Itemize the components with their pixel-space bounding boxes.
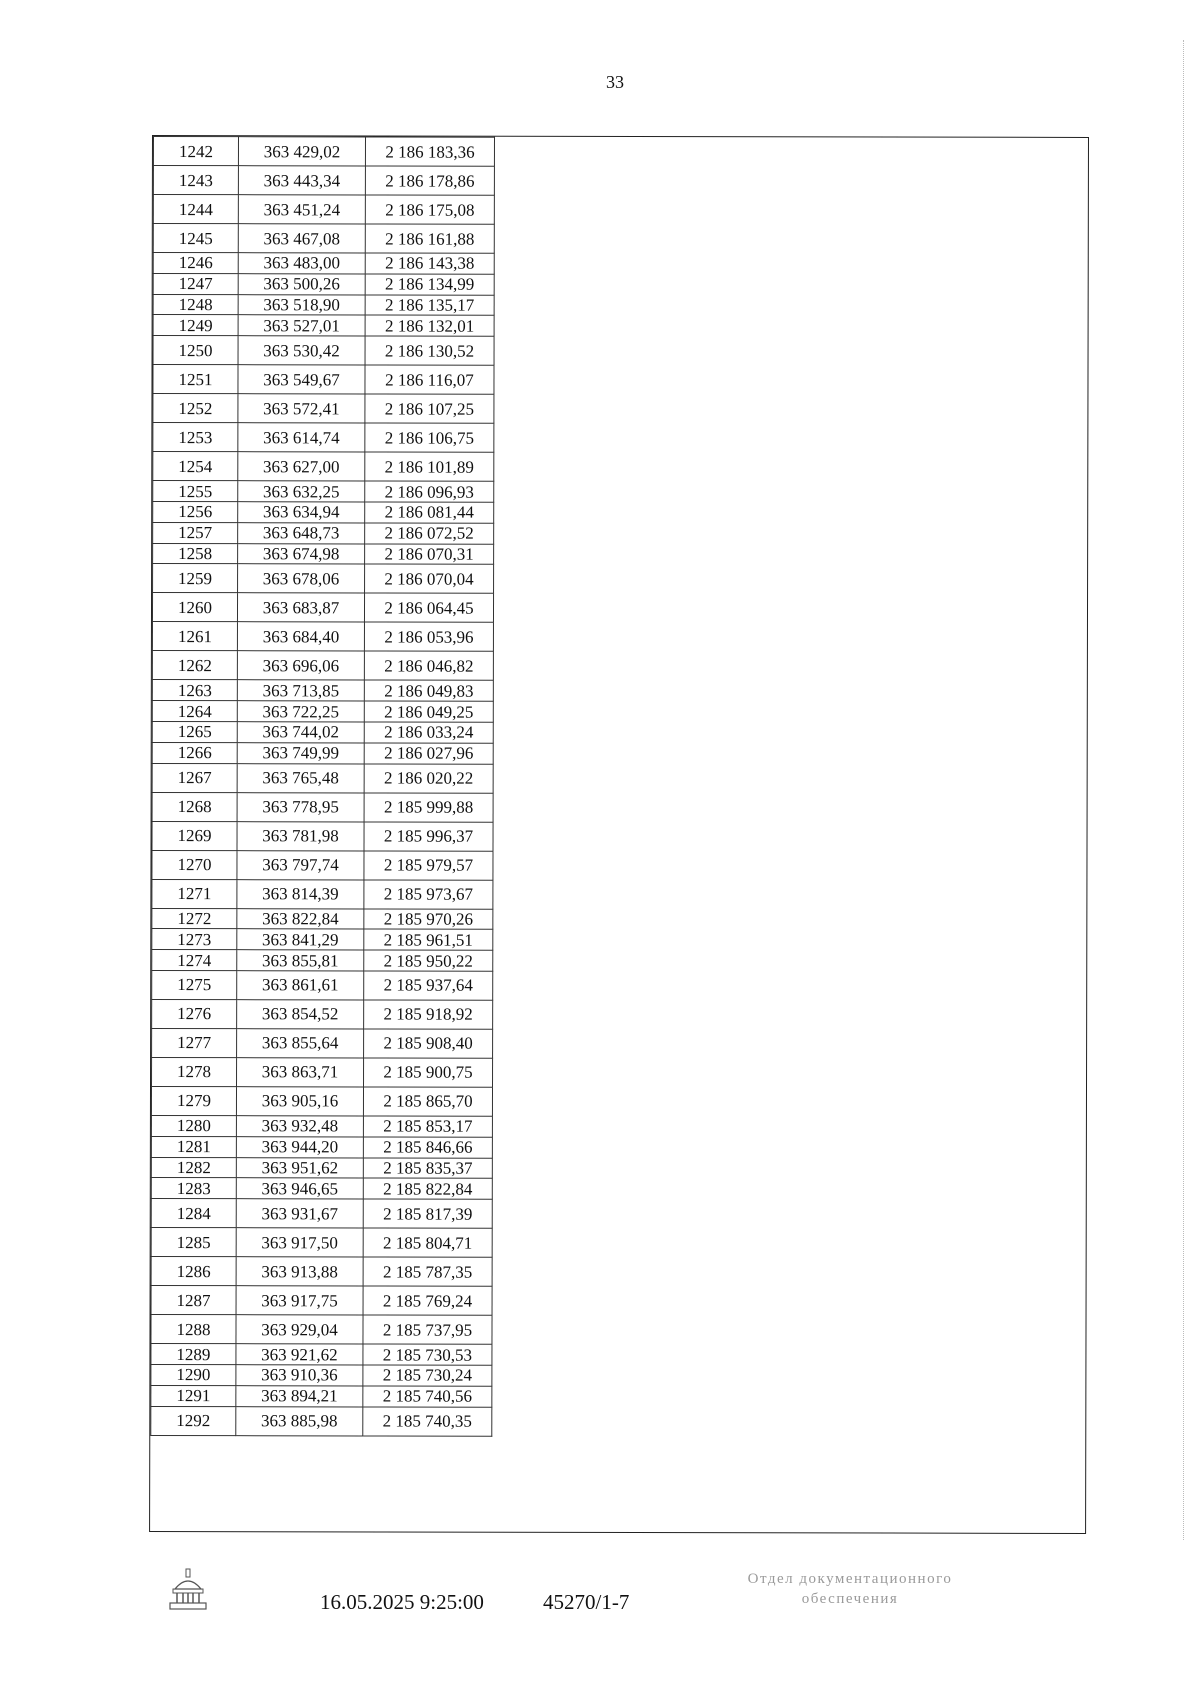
table-row bbox=[152, 721, 493, 743]
x-coordinate-cell: 363 527,01 bbox=[238, 315, 365, 336]
y-coordinate-cell: 2 185 737,95 bbox=[363, 1315, 492, 1344]
x-coordinate-cell: 363 822,84 bbox=[237, 908, 364, 929]
table-frame bbox=[149, 135, 1089, 1534]
x-coordinate-cell: 363 944,20 bbox=[236, 1136, 363, 1157]
y-coordinate-cell: 2 185 804,71 bbox=[363, 1228, 492, 1257]
table-row bbox=[153, 423, 494, 453]
point-number-cell: 1279 bbox=[151, 1086, 236, 1115]
point-number-cell: 1272 bbox=[152, 908, 237, 929]
y-coordinate-cell: 2 186 101,89 bbox=[365, 452, 494, 481]
y-coordinate-cell: 2 186 081,44 bbox=[365, 502, 494, 523]
point-number-cell: 1253 bbox=[153, 423, 238, 452]
x-coordinate-cell: 363 744,02 bbox=[237, 722, 364, 743]
y-coordinate-cell: 2 186 116,07 bbox=[365, 365, 494, 394]
scan-edge-marks bbox=[1183, 40, 1188, 1540]
point-number-cell: 1268 bbox=[152, 792, 237, 821]
x-coordinate-cell: 363 917,75 bbox=[236, 1286, 363, 1315]
point-number-cell: 1264 bbox=[152, 701, 237, 722]
point-number-cell: 1263 bbox=[152, 680, 237, 701]
point-number-cell: 1255 bbox=[153, 481, 238, 502]
x-coordinate-cell: 363 674,98 bbox=[238, 543, 365, 564]
x-coordinate-cell: 363 713,85 bbox=[237, 680, 364, 701]
x-coordinate-cell: 363 451,24 bbox=[238, 195, 365, 224]
x-coordinate-cell: 363 530,42 bbox=[238, 336, 365, 365]
table-row bbox=[151, 1364, 492, 1386]
point-number-cell: 1245 bbox=[153, 224, 238, 253]
point-number-cell: 1244 bbox=[153, 195, 238, 224]
x-coordinate-cell: 363 648,73 bbox=[238, 522, 365, 543]
point-number-cell: 1274 bbox=[152, 950, 237, 971]
point-number-cell: 1284 bbox=[151, 1199, 236, 1228]
x-coordinate-cell: 363 749,99 bbox=[237, 742, 364, 763]
table-row bbox=[152, 999, 493, 1029]
x-coordinate-cell: 363 946,65 bbox=[236, 1178, 363, 1199]
y-coordinate-cell: 2 186 070,31 bbox=[365, 544, 494, 565]
point-number-cell: 1254 bbox=[153, 452, 238, 481]
table-row bbox=[153, 315, 494, 337]
point-number-cell: 1257 bbox=[153, 522, 238, 543]
point-number-cell: 1290 bbox=[151, 1364, 236, 1385]
y-coordinate-cell: 2 185 979,57 bbox=[364, 851, 493, 880]
point-number-cell: 1285 bbox=[151, 1228, 236, 1257]
y-coordinate-cell: 2 186 183,36 bbox=[365, 137, 494, 166]
x-coordinate-cell: 363 778,95 bbox=[237, 792, 364, 821]
x-coordinate-cell: 363 885,98 bbox=[236, 1406, 363, 1435]
table-row bbox=[153, 481, 494, 503]
point-number-cell: 1283 bbox=[151, 1178, 236, 1199]
point-number-cell: 1270 bbox=[152, 850, 237, 879]
x-coordinate-cell: 363 683,87 bbox=[237, 593, 364, 622]
y-coordinate-cell: 2 185 740,35 bbox=[363, 1406, 492, 1435]
table-row bbox=[152, 593, 493, 623]
table-row bbox=[153, 394, 494, 424]
table-row bbox=[152, 950, 493, 972]
table-row bbox=[152, 850, 493, 880]
x-coordinate-cell: 363 797,74 bbox=[237, 850, 364, 879]
point-number-cell: 1281 bbox=[151, 1136, 236, 1157]
footer-stamp bbox=[700, 1570, 1000, 1609]
y-coordinate-cell: 2 185 853,17 bbox=[363, 1116, 492, 1137]
table-row bbox=[152, 1057, 493, 1087]
y-coordinate-cell: 2 185 996,37 bbox=[364, 822, 493, 851]
table-row bbox=[151, 1385, 492, 1407]
page-number: 33 bbox=[606, 72, 624, 92]
x-coordinate-cell: 363 841,29 bbox=[237, 929, 364, 950]
table-row bbox=[153, 543, 494, 565]
table-row bbox=[152, 929, 493, 951]
point-number-cell: 1265 bbox=[152, 721, 237, 742]
y-coordinate-cell: 2 186 064,45 bbox=[364, 593, 493, 622]
y-coordinate-cell: 2 186 053,96 bbox=[364, 622, 493, 651]
y-coordinate-cell: 2 186 135,17 bbox=[365, 295, 494, 316]
table-row bbox=[153, 452, 494, 482]
x-coordinate-cell: 363 921,62 bbox=[236, 1344, 363, 1365]
table-row bbox=[153, 224, 494, 254]
y-coordinate-cell: 2 186 106,75 bbox=[365, 423, 494, 452]
table-row bbox=[153, 253, 494, 275]
y-coordinate-cell: 2 186 161,88 bbox=[365, 224, 494, 253]
x-coordinate-cell: 363 932,48 bbox=[236, 1116, 363, 1137]
y-coordinate-cell: 2 185 918,92 bbox=[364, 1000, 493, 1029]
x-coordinate-cell: 363 863,71 bbox=[237, 1058, 364, 1087]
point-number-cell: 1269 bbox=[152, 821, 237, 850]
point-number-cell: 1247 bbox=[153, 273, 238, 294]
table-row bbox=[152, 651, 493, 681]
x-coordinate-cell: 363 855,64 bbox=[237, 1029, 364, 1058]
table-row bbox=[153, 294, 494, 316]
y-coordinate-cell: 2 186 132,01 bbox=[365, 315, 494, 336]
y-coordinate-cell: 2 186 072,52 bbox=[365, 523, 494, 544]
x-coordinate-cell: 363 429,02 bbox=[238, 137, 365, 166]
point-number-cell: 1243 bbox=[153, 166, 238, 195]
y-coordinate-cell: 2 185 822,84 bbox=[363, 1178, 492, 1199]
table-row bbox=[152, 821, 493, 851]
point-number-cell: 1266 bbox=[152, 742, 237, 763]
y-coordinate-cell: 2 186 107,25 bbox=[365, 394, 494, 423]
x-coordinate-cell: 363 467,08 bbox=[238, 224, 365, 253]
footer-date: 16.05.2025 9:25:00 bbox=[320, 1590, 484, 1614]
y-coordinate-cell: 2 186 046,82 bbox=[364, 651, 493, 680]
point-number-cell: 1261 bbox=[152, 622, 237, 651]
point-number-cell: 1252 bbox=[153, 394, 238, 423]
table-row bbox=[151, 1115, 492, 1137]
point-number-cell: 1262 bbox=[152, 651, 237, 680]
y-coordinate-cell: 2 185 835,37 bbox=[363, 1157, 492, 1178]
table-row bbox=[153, 501, 494, 523]
x-coordinate-cell: 363 722,25 bbox=[237, 701, 364, 722]
point-number-cell: 1251 bbox=[153, 365, 238, 394]
x-coordinate-cell: 363 483,00 bbox=[238, 253, 365, 274]
x-coordinate-cell: 363 678,06 bbox=[238, 564, 365, 593]
point-number-cell: 1287 bbox=[151, 1286, 236, 1315]
y-coordinate-cell: 2 185 846,66 bbox=[363, 1137, 492, 1158]
table-row bbox=[153, 365, 494, 395]
x-coordinate-cell: 363 627,00 bbox=[238, 452, 365, 481]
table-row bbox=[151, 1228, 492, 1258]
y-coordinate-cell: 2 185 961,51 bbox=[364, 929, 493, 950]
table-row bbox=[153, 137, 494, 167]
point-number-cell: 1289 bbox=[151, 1344, 236, 1365]
table-row bbox=[151, 1257, 492, 1287]
x-coordinate-cell: 363 910,36 bbox=[236, 1365, 363, 1386]
table-row bbox=[151, 1344, 492, 1366]
table-row bbox=[151, 1199, 492, 1229]
y-coordinate-cell: 2 185 730,24 bbox=[363, 1365, 492, 1386]
table-row bbox=[151, 1315, 492, 1345]
x-coordinate-cell: 363 814,39 bbox=[237, 879, 364, 908]
x-coordinate-cell: 363 614,74 bbox=[238, 423, 365, 452]
point-number-cell: 1246 bbox=[153, 253, 238, 274]
point-number-cell: 1277 bbox=[152, 1028, 237, 1057]
table-row bbox=[153, 273, 494, 295]
point-number-cell: 1282 bbox=[151, 1157, 236, 1178]
coordinates-table bbox=[150, 136, 495, 1436]
point-number-cell: 1286 bbox=[151, 1257, 236, 1286]
x-coordinate-cell: 363 684,40 bbox=[237, 622, 364, 651]
x-coordinate-cell: 363 549,67 bbox=[238, 365, 365, 394]
point-number-cell: 1267 bbox=[152, 763, 237, 792]
point-number-cell: 1256 bbox=[153, 501, 238, 522]
y-coordinate-cell: 2 186 143,38 bbox=[365, 253, 494, 274]
point-number-cell: 1250 bbox=[153, 336, 238, 365]
y-coordinate-cell: 2 185 865,70 bbox=[363, 1087, 492, 1116]
stamp-line-1: Отдел документационного bbox=[747, 1571, 953, 1587]
y-coordinate-cell: 2 185 817,39 bbox=[363, 1199, 492, 1228]
table-row bbox=[151, 1157, 492, 1179]
y-coordinate-cell: 2 186 178,86 bbox=[365, 166, 494, 195]
x-coordinate-cell: 363 765,48 bbox=[237, 763, 364, 792]
y-coordinate-cell: 2 186 175,08 bbox=[365, 195, 494, 224]
x-coordinate-cell: 363 634,94 bbox=[238, 502, 365, 523]
y-coordinate-cell: 2 186 096,93 bbox=[365, 481, 494, 502]
y-coordinate-cell: 2 185 908,40 bbox=[364, 1029, 493, 1058]
table-row bbox=[153, 336, 494, 366]
y-coordinate-cell: 2 186 134,99 bbox=[365, 274, 494, 295]
table-row bbox=[151, 1178, 492, 1200]
x-coordinate-cell: 363 929,04 bbox=[236, 1315, 363, 1344]
y-coordinate-cell: 2 185 970,26 bbox=[364, 909, 493, 930]
table-row bbox=[153, 195, 494, 225]
x-coordinate-cell: 363 917,50 bbox=[236, 1228, 363, 1257]
x-coordinate-cell: 363 632,25 bbox=[238, 481, 365, 502]
table-row bbox=[152, 908, 493, 930]
point-number-cell: 1242 bbox=[153, 137, 238, 166]
x-coordinate-cell: 363 518,90 bbox=[238, 294, 365, 315]
table-row bbox=[151, 1286, 492, 1316]
table-row bbox=[152, 879, 493, 909]
x-coordinate-cell: 363 913,88 bbox=[236, 1257, 363, 1286]
y-coordinate-cell: 2 186 070,04 bbox=[365, 564, 494, 593]
table-row bbox=[151, 1136, 492, 1158]
table-row bbox=[152, 742, 493, 764]
y-coordinate-cell: 2 185 787,35 bbox=[363, 1257, 492, 1286]
y-coordinate-cell: 2 185 769,24 bbox=[363, 1286, 492, 1315]
table-row bbox=[152, 680, 493, 702]
point-number-cell: 1258 bbox=[153, 543, 238, 564]
point-number-cell: 1259 bbox=[153, 564, 238, 593]
table-row bbox=[153, 564, 494, 594]
x-coordinate-cell: 363 500,26 bbox=[238, 273, 365, 294]
point-number-cell: 1273 bbox=[152, 929, 237, 950]
y-coordinate-cell: 2 185 740,56 bbox=[363, 1386, 492, 1407]
y-coordinate-cell: 2 186 049,25 bbox=[364, 701, 493, 722]
point-number-cell: 1248 bbox=[153, 294, 238, 315]
y-coordinate-cell: 2 185 950,22 bbox=[364, 950, 493, 971]
table-row bbox=[153, 166, 494, 196]
point-number-cell: 1271 bbox=[152, 879, 237, 908]
point-number-cell: 1278 bbox=[152, 1057, 237, 1086]
x-coordinate-cell: 363 696,06 bbox=[237, 651, 364, 680]
point-number-cell: 1291 bbox=[151, 1385, 236, 1406]
y-coordinate-cell: 2 186 130,52 bbox=[365, 336, 494, 365]
x-coordinate-cell: 363 572,41 bbox=[238, 394, 365, 423]
y-coordinate-cell: 2 186 033,24 bbox=[364, 722, 493, 743]
table-row bbox=[152, 792, 493, 822]
x-coordinate-cell: 363 854,52 bbox=[237, 1000, 364, 1029]
y-coordinate-cell: 2 185 937,64 bbox=[364, 971, 493, 1000]
x-coordinate-cell: 363 905,16 bbox=[236, 1087, 363, 1116]
x-coordinate-cell: 363 855,81 bbox=[237, 950, 364, 971]
table-row bbox=[152, 970, 493, 1000]
point-number-cell: 1288 bbox=[151, 1315, 236, 1344]
point-number-cell: 1292 bbox=[151, 1406, 236, 1435]
y-coordinate-cell: 2 185 999,88 bbox=[364, 793, 493, 822]
point-number-cell: 1260 bbox=[152, 593, 237, 622]
footer-doc-number: 45270/1-7 bbox=[543, 1590, 630, 1614]
y-coordinate-cell: 2 185 973,67 bbox=[364, 880, 493, 909]
point-number-cell: 1249 bbox=[153, 315, 238, 336]
x-coordinate-cell: 363 781,98 bbox=[237, 821, 364, 850]
table-row bbox=[151, 1086, 492, 1116]
table-row bbox=[152, 1028, 493, 1058]
point-number-cell: 1280 bbox=[151, 1115, 236, 1136]
point-number-cell: 1276 bbox=[152, 999, 237, 1028]
x-coordinate-cell: 363 894,21 bbox=[236, 1385, 363, 1406]
x-coordinate-cell: 363 443,34 bbox=[238, 166, 365, 195]
stamp-line-2: обеспечения bbox=[801, 1590, 899, 1607]
y-coordinate-cell: 2 186 027,96 bbox=[364, 743, 493, 764]
duma-logo-icon bbox=[167, 1567, 209, 1613]
table-row bbox=[151, 1406, 492, 1436]
y-coordinate-cell: 2 186 049,83 bbox=[364, 680, 493, 701]
table-row bbox=[153, 522, 494, 544]
point-number-cell: 1275 bbox=[152, 970, 237, 999]
table-row bbox=[152, 701, 493, 723]
y-coordinate-cell: 2 186 020,22 bbox=[364, 764, 493, 793]
x-coordinate-cell: 363 931,67 bbox=[236, 1199, 363, 1228]
table-row bbox=[152, 622, 493, 652]
y-coordinate-cell: 2 185 730,53 bbox=[363, 1344, 492, 1365]
x-coordinate-cell: 363 951,62 bbox=[236, 1157, 363, 1178]
x-coordinate-cell: 363 861,61 bbox=[237, 971, 364, 1000]
y-coordinate-cell: 2 185 900,75 bbox=[364, 1058, 493, 1087]
table-row bbox=[152, 763, 493, 793]
